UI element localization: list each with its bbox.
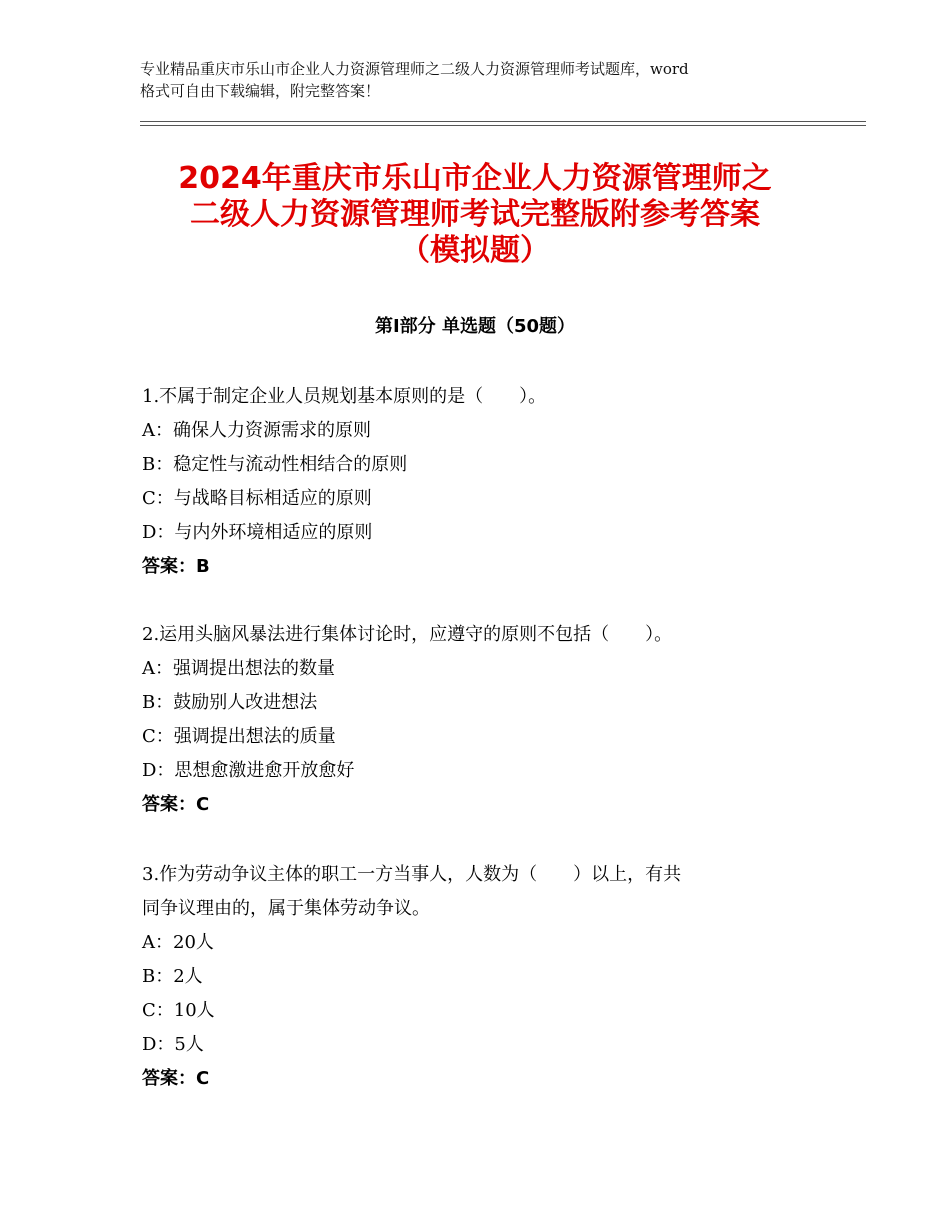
title-line-1: 2024年重庆市乐山市企业人力资源管理师之: [178, 161, 772, 196]
question-2-option-c: C：强调提出想法的质量: [142, 726, 336, 747]
question-1-option-b: B：稳定性与流动性相结合的原则: [142, 454, 408, 475]
question-3-option-d: D：5人: [142, 1034, 204, 1055]
question-1-answer: 答案：B: [142, 556, 210, 577]
question-1-option-a: A：确保人力资源需求的原则: [142, 420, 371, 441]
question-3-option-a: A：20人: [142, 932, 214, 953]
header-note-line-2: 格式可自由下载编辑，附完整答案！: [140, 82, 381, 100]
question-3-option-b: B：2人: [142, 966, 203, 987]
header-divider-thick: [140, 121, 866, 122]
document-title: [100, 161, 850, 269]
question-1-option-c: C：与战略目标相适应的原则: [142, 488, 372, 509]
question-1-text: 1.不属于制定企业人员规划基本原则的是（ ）。: [142, 386, 547, 407]
question-1-option-d: D：与内外环境相适应的原则: [142, 522, 373, 543]
question-2-text: 2.运用头脑风暴法进行集体讨论时，应遵守的原则不包括（ ）。: [142, 624, 673, 645]
title-line-2: 二级人力资源管理师考试完整版附参考答案: [190, 197, 760, 232]
question-2-answer: 答案：C: [142, 794, 210, 815]
header-divider-thin: [140, 125, 866, 126]
question-2-option-d: D：思想愈激进愈开放愈好: [142, 760, 355, 781]
title-line-3: （模拟题）: [400, 233, 550, 268]
question-3-text-line-1: 3.作为劳动争议主体的职工一方当事人，人数为（ ）以上，有共: [142, 864, 682, 885]
question-3-text-line-2: 同争议理由的，属于集体劳动争议。: [142, 898, 430, 919]
header-note: [140, 58, 840, 102]
question-3-option-c: C：10人: [142, 1000, 215, 1021]
header-note-line-1: 专业精品重庆市乐山市企业人力资源管理师之二级人力资源管理师考试题库，word: [140, 60, 689, 78]
question-2-option-b: B：鼓励别人改进想法: [142, 692, 318, 713]
question-3-answer: 答案：C: [142, 1068, 210, 1089]
section-title: 第Ⅰ部分 单选题（50题）: [374, 316, 575, 337]
question-2-option-a: A：强调提出想法的数量: [142, 658, 335, 679]
